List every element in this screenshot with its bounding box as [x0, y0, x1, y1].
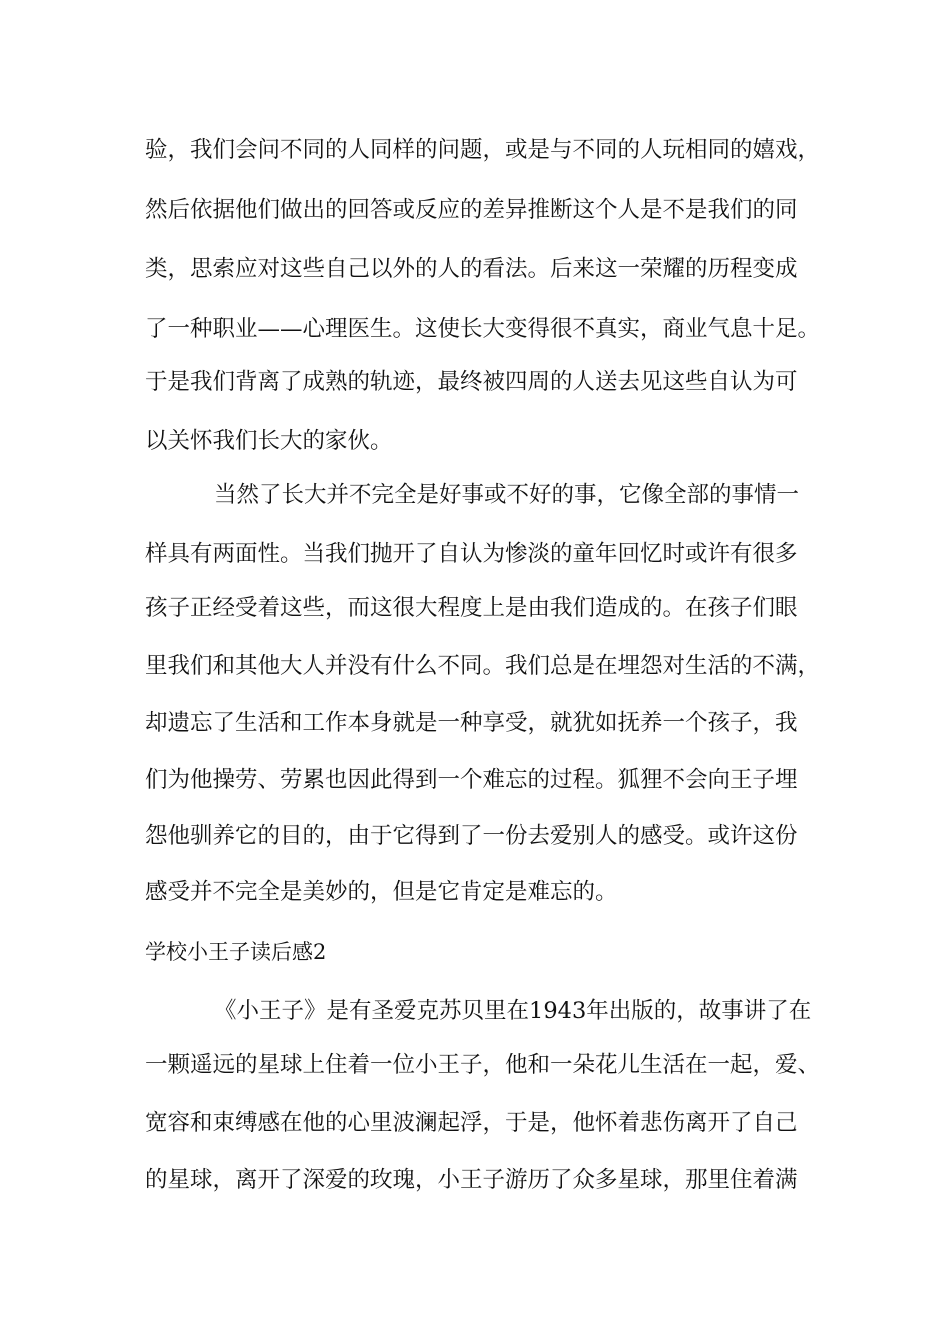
- paragraph-2-line-6: 们为他操劳、劳累也因此得到一个难忘的过程。狐狸不会向王子埋: [145, 767, 798, 793]
- paragraph-1-line-2: 然后依据他们做出的回答或反应的差异推断这个人是不是我们的同: [145, 197, 798, 223]
- paragraph-3-line-1: 《小王子》是有圣爱克苏贝里在1943年出版的，故事讲了在: [214, 998, 812, 1024]
- paragraph-1-line-1: 验，我们会问不同的人同样的问题，或是与不同的人玩相同的嬉戏，: [145, 137, 821, 163]
- paragraph-1-line-6: 以关怀我们长大的家伙。: [145, 428, 393, 454]
- paragraph-2-line-5: 却遗忘了生活和工作本身就是一种享受，就犹如抚养一个孩子，我: [145, 710, 798, 736]
- section-heading: 学校小王子读后感2: [145, 940, 327, 964]
- paragraph-2-line-1: 当然了长大并不完全是好事或不好的事，它像全部的事情一: [214, 482, 800, 508]
- paragraph-2-line-2: 样具有两面性。当我们抛开了自认为惨淡的童年回忆时或许有很多: [145, 541, 798, 567]
- paragraph-1-line-3: 类，思索应对这些自己以外的人的看法。后来这一荣耀的历程变成: [145, 256, 798, 282]
- paragraph-2-line-7: 怨他驯养它的目的，由于它得到了一份去爱别人的感受。或许这份: [145, 823, 798, 849]
- paragraph-3-line-4: 的星球，离开了深爱的玫瑰，小王子游历了众多星球，那里住着满: [145, 1167, 798, 1193]
- paragraph-2-line-3: 孩子正经受着这些，而这很大程度上是由我们造成的。在孩子们眼: [145, 595, 798, 621]
- paragraph-3-line-2: 一颗遥远的星球上住着一位小王子，他和一朵花儿生活在一起，爱、: [145, 1052, 821, 1078]
- paragraph-2-line-4: 里我们和其他大人并没有什么不同。我们总是在埋怨对生活的不满，: [145, 653, 821, 679]
- paragraph-3-line-3: 宽容和束缚感在他的心里波澜起浮，于是，他怀着悲伤离开了自己: [145, 1110, 798, 1136]
- paragraph-1-line-4: 了一种职业——心理医生。这使长大变得很不真实，商业气息十足。: [145, 316, 821, 342]
- paragraph-1-line-5: 于是我们背离了成熟的轨迹，最终被四周的人送去见这些自认为可: [145, 369, 798, 395]
- paragraph-2-line-8: 感受并不完全是美妙的，但是它肯定是难忘的。: [145, 879, 618, 905]
